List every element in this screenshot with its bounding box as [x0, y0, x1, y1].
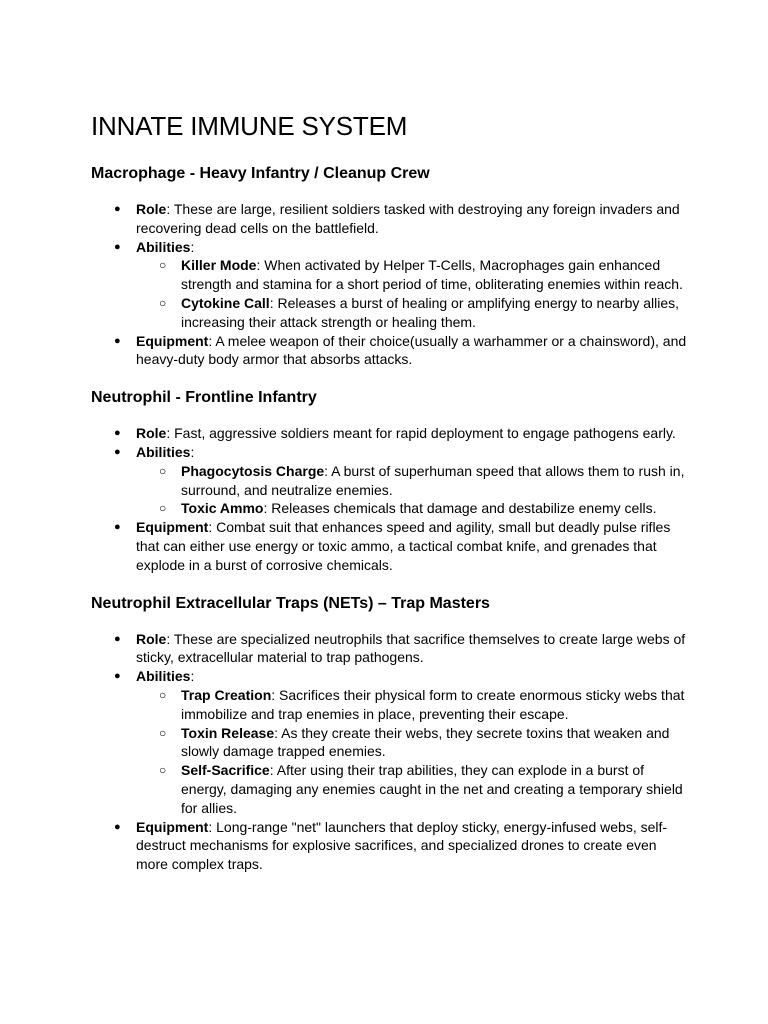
- section-list-neutrophil: [91, 424, 691, 574]
- section-heading-neutrophil: Neutrophil - Frontline Infantry: [91, 389, 317, 407]
- role-text: : These are specialized neutrophils that sacrifice themselves to create large webs of sticky, extracellular material to trap pathogens.: [136, 630, 686, 666]
- ability-text: : As they create their webs, they secrete toxins that weaken and slowly damage trapped enemies.: [181, 724, 670, 760]
- list-item-role: [114, 630, 691, 668]
- list-item-role: [114, 200, 691, 238]
- bullet-icon: ●: [114, 445, 121, 458]
- bullet-icon: ●: [114, 240, 121, 253]
- role-text: : These are large, resilient soldiers tasked with destroying any foreign invaders and recovering dead cells on the battlefield.: [136, 201, 680, 236]
- section-heading-macrophage: Macrophage - Heavy Infantry / Cleanup Crew: [91, 165, 430, 182]
- document-title: INNATE IMMUNE SYSTEM: [91, 111, 408, 141]
- section-list-nets: [91, 630, 691, 874]
- bullet-icon: ●: [114, 820, 121, 833]
- ability-item: [159, 724, 691, 762]
- ability-name: Cytokine Call: [181, 294, 270, 311]
- section-heading-nets: Neutrophil Extracellular Traps (NETs) – Trap Masters: [91, 594, 490, 612]
- role-label: Role: [136, 425, 167, 442]
- ability-text: : Releases chemicals that damage and destabilize enemy cells.: [263, 500, 657, 517]
- bullet-icon: ●: [114, 521, 121, 534]
- list-item-equipment: [114, 518, 691, 574]
- ability-name: Phagocytosis Charge: [181, 462, 325, 479]
- abilities-suffix: :: [190, 668, 195, 685]
- hollow-bullet-icon: ○: [159, 763, 167, 778]
- equipment-text: : Combat suit that enhances speed and agility, small but deadly pulse rifles that can either use energy or toxic ammo, a tactical combat knife, and grenades that explode in a burst of corrosive chemicals.: [136, 519, 671, 573]
- equipment-text: : A melee weapon of their choice(usually a warhammer or a chainsword), and heavy-duty body armor that absorbs attacks.: [136, 332, 687, 368]
- abilities-list: [136, 462, 691, 518]
- bullet-icon: ●: [114, 334, 121, 347]
- ability-name: Trap Creation: [181, 686, 272, 703]
- ability-item: [159, 294, 691, 332]
- bullet-icon: ●: [114, 427, 121, 440]
- hollow-bullet-icon: ○: [159, 258, 167, 273]
- role-label: Role: [136, 630, 167, 647]
- hollow-bullet-icon: ○: [159, 687, 167, 702]
- ability-name: Self-Sacrifice: [181, 762, 270, 779]
- list-item-equipment: [114, 818, 691, 874]
- ability-name: Toxin Release: [181, 724, 275, 741]
- list-item-abilities: [114, 667, 691, 817]
- ability-item: [159, 462, 691, 500]
- hollow-bullet-icon: ○: [159, 463, 167, 478]
- role-text: : Fast, aggressive soldiers meant for rapid deployment to engage pathogens early.: [166, 425, 676, 442]
- abilities-suffix: :: [190, 238, 195, 255]
- abilities-suffix: :: [190, 443, 195, 460]
- ability-name: Killer Mode: [181, 257, 257, 274]
- ability-item: [159, 499, 691, 518]
- list-item-abilities: [114, 238, 691, 332]
- list-item-abilities: [114, 443, 691, 518]
- role-label: Role: [136, 201, 167, 217]
- ability-name: Toxic Ammo: [181, 500, 264, 517]
- hollow-bullet-icon: ○: [159, 501, 167, 516]
- abilities-label: Abilities: [136, 668, 191, 685]
- list-item-role: [114, 424, 691, 443]
- ability-item: [159, 686, 691, 724]
- document-page: [91, 110, 691, 892]
- ability-text: : After using their trap abilities, they can explode in a burst of energy, damaging any enemies caught in the net and creating a temporary shield for allies.: [181, 762, 683, 816]
- section-list-macrophage: [91, 200, 691, 369]
- bullet-icon: ●: [114, 203, 121, 215]
- equipment-label: Equipment: [136, 332, 209, 349]
- ability-item: [159, 256, 691, 294]
- ability-text: : When activated by Helper T-Cells, Macrophages gain enhanced strength and stamina for a short period of time, obliterating enemies within reach.: [181, 257, 683, 293]
- equipment-label: Equipment: [136, 519, 209, 536]
- hollow-bullet-icon: ○: [159, 295, 167, 310]
- ability-text: : A burst of superhuman speed that allows them to rush in, surround, and neutralize enemies.: [181, 462, 685, 498]
- abilities-label: Abilities: [136, 238, 191, 255]
- bullet-icon: ●: [114, 670, 121, 683]
- abilities-list: [136, 686, 691, 818]
- hollow-bullet-icon: ○: [159, 725, 167, 740]
- equipment-text: : Long-range "net" launchers that deploy sticky, energy-infused webs, self-destruct mechanisms for explosive sacrifices, and specialized drones to create even more complex traps.: [136, 818, 668, 873]
- abilities-list: [136, 256, 691, 331]
- ability-text: : Sacrifices their physical form to create enormous sticky webs that immobilize and trap enemies in place, preventing their escape.: [181, 686, 685, 722]
- ability-text: : Releases a burst of healing or amplifying energy to nearby allies, increasing their attack strength or healing them.: [181, 294, 680, 330]
- ability-item: [159, 761, 691, 817]
- abilities-label: Abilities: [136, 443, 191, 460]
- bullet-icon: ●: [114, 632, 121, 645]
- equipment-label: Equipment: [136, 818, 209, 835]
- list-item-equipment: [114, 332, 691, 370]
